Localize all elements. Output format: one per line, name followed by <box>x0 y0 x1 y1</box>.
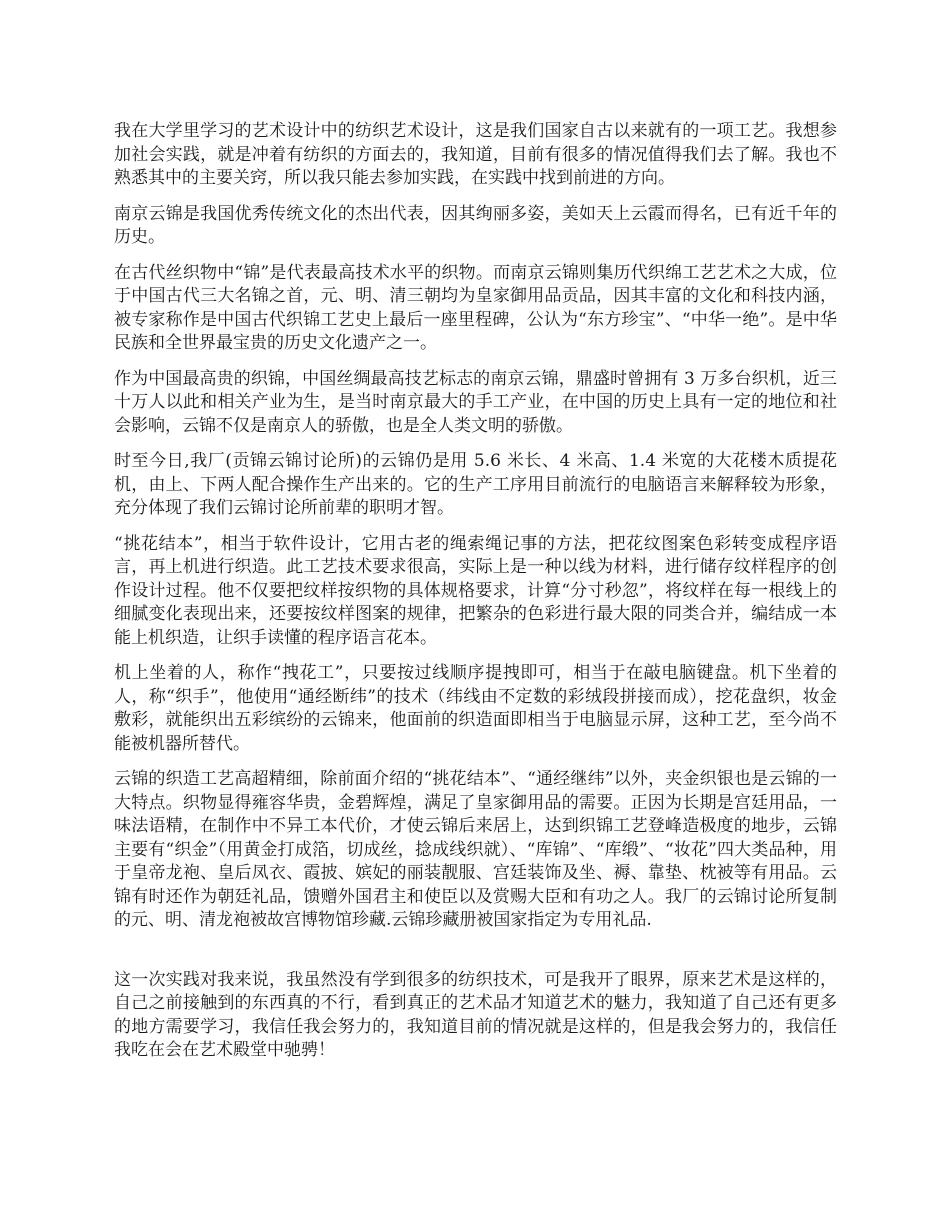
paragraph-nanjing-yunjin: 南京云锦是我国优秀传统文化的杰出代表，因其绚丽多姿，美如天上云霞而得名，已有近千年的历史。 <box>114 203 837 247</box>
paragraph-loom: 时至今日,我厂(贡锦云锦讨论所)的云锦仍是用 5.6 米长、4 米高、1.4 米宽的大花楼木质提花机，由上、下两人配合操作生产出来的。它的生产工序用目前流行的电脑语言来解释较为形象，充分体现了我们云锦讨论所前辈的职明才智。 <box>114 451 837 518</box>
paragraph-weavers: 机上坐着的人，称作“拽花工”，只要按过线顺序提拽即可，相当于在敲电脑键盘。机下坐着的人，称“织手”，他使用“通经断纬”的技术（纬线由不定数的彩绒段拼接而成），挖花盘织，妆金敷彩，就能织出五彩缤纷的云锦来，他面前的织造面即相当于电脑显示屏，这种工艺，至今尚不能被机器所替代。 <box>114 663 837 754</box>
paragraph-intro: 我在大学里学习的艺术设计中的纺织艺术设计，这是我们国家自古以来就有的一项工艺。我想参加社会实践，就是冲着有纺织的方面去的，我知道，目前有很多的情况值得我们去了解。我也不熟悉其中的主要关窍，所以我只能去参加实践，在实践中找到前进的方向。 <box>114 121 837 188</box>
blank-space <box>114 945 837 969</box>
document-page <box>114 120 837 1075</box>
paragraph-pattern-program: “挑花结本”，相当于软件设计，它用古老的绳索绳记事的方法，把花纹图案色彩转变成程序语言，再上机进行织造。此工艺技术要求很高，实际上是一种以线为材料，进行储存纹样程序的创作设计过程。他不仅要把纹样按织物的具体规格要求，计算“分寸秒忽”，将纹样在每一根线上的细腻变化表现出来，还要按纹样图案的规律，把繁杂的色彩进行最大限的同类合并，编结成一本能上机织造，让织手读懂的程序语言花本。 <box>114 533 837 648</box>
paragraph-noblest-brocade: 作为中国最高贵的织锦，中国丝绸最高技艺标志的南京云锦，鼎盛时曾拥有 3 万多台织机，近三十万人以此和相关产业为生，是当时南京最大的手工产业，在中国的历史上具有一定的地位和社会影响，云锦不仅是南京人的骄傲，也是全人类文明的骄傲。 <box>114 368 837 436</box>
paragraph-craftsmanship: 云锦的织造工艺高超精细，除前面介绍的“挑花结本”、“通经继纬”以外，夹金织银也是云锦的一大特点。织物显得雍容华贵，金碧辉煌，满足了皇家御用品的需要。正因为长期是宫廷用品，一味法语精，在制作中不异工本代价，才使云锦后来居上，达到织锦工艺登峰造极度的地步，云锦主要有“织金”（用黄金打成箔，切成丝，捻成线织就）、“库锦”、“库缎”、“妆花”四大类品种，用于皇帝龙袍、皇后凤衣、霞披、嫔妃的丽装靓服、宫廷装饰及坐、褥、靠垫、枕被等有用品。云锦有时还作为朝廷礼品，馈赠外国君主和使臣以及赏赐大臣和有功之人。我厂的云锦讨论所复制的元、明、清龙袍被故宫博物馆珍藏.云锦珍藏册被国家指定为专用礼品. <box>114 769 837 930</box>
paragraph-conclusion: 这一次实践对我来说，我虽然没有学到很多的纺织技术，可是我开了眼界，原来艺术是这样的，自己之前接触到的东西真的不行，看到真正的艺术品才知道艺术的魅力，我知道了自己还有更多的地方需要学习，我信任我会努力的，我知道目前的情况就是这样的，但是我会努力的，我信任我吃在会在艺术殿堂中驰骋！ <box>114 969 837 1060</box>
paragraph-ancient-silk: 在古代丝织物中“锦”是代表最高技术水平的织物。而南京云锦则集历代织绵工艺艺术之大成，位于中国古代三大名锦之首，元、明、清三朝均为皇家御用品贡品，因其丰富的文化和科技内涵，被专家称作是中国古代织锦工艺史上最后一座里程碑，公认为“东方珍宝”、“中华一绝”。是中华民族和全世界最宝贵的历史文化遗产之一。 <box>114 262 837 353</box>
